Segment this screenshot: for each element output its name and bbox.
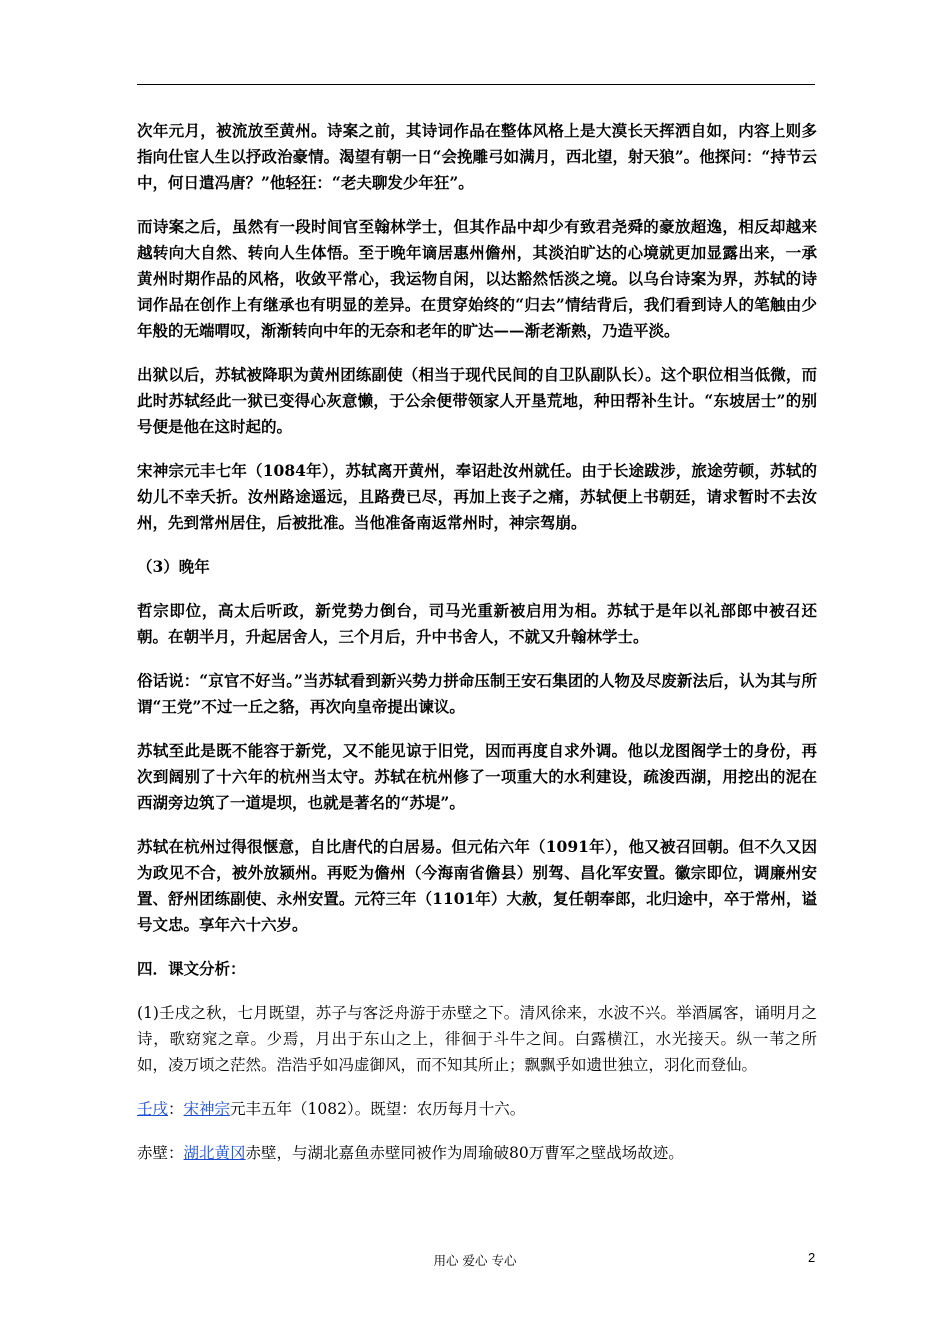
- note-paragraph: [137, 1140, 817, 1166]
- link-renxu[interactable]: 壬戌: [137, 1100, 169, 1118]
- note-paragraph: [137, 1096, 817, 1122]
- page-footer: 用心 爱心 专心: [433, 1253, 517, 1268]
- note-text: 赤壁，与湖北嘉鱼赤壁同被作为周瑜破80万曹军之壁战场故迹。: [245, 1144, 684, 1162]
- document-body: [137, 118, 817, 1166]
- link-hubei-huanggang[interactable]: 湖北黄冈: [183, 1144, 246, 1162]
- paragraph: (1)壬戌之秋，七月既望，苏子与客泛舟游于赤壁之下。清风徐来，水波不兴。举酒属客，诵明月之诗，歌窈窕之章。少焉，月出于东山之上，徘徊于斗牛之间。白露横江，水光接天。纵一苇之所如，凌万顷之茫然。浩浩乎如冯虚御风，而不知其所止；飘飘乎如遗世独立，羽化而登仙。: [137, 1004, 817, 1074]
- section-heading: 四．课文分析：: [137, 959, 246, 978]
- note-separator: ：: [168, 1100, 184, 1118]
- paragraph: 宋神宗元丰七年（1084年），苏轼离开黄州，奉诏赴汝州就任。由于长途跋涉，旅途劳顿，苏轼的幼儿不幸夭折。汝州路途遥远，且路费已尽，再加上丧子之痛，苏轼便上书朝廷，请求暂时不去汝州，先到常州居住，后被批准。当他准备南返常州时，神宗驾崩。: [137, 461, 817, 532]
- section-heading: （3）晚年: [137, 557, 210, 576]
- link-song-shenzong[interactable]: 宋神宗: [183, 1100, 231, 1118]
- note-text: 元丰五年（1082）。既望：农历每月十六。: [230, 1100, 526, 1118]
- paragraph: 俗话说：“京官不好当。”当苏轼看到新兴势力拼命压制王安石集团的人物及尽废新法后，认为其与所谓“王党”不过一丘之貉，再次向皇帝提出谏议。: [137, 671, 817, 716]
- header-rule: [137, 84, 815, 85]
- paragraph: 哲宗即位，高太后听政，新党势力倒台，司马光重新被启用为相。苏轼于是年以礼部郎中被召还朝。在朝半月，升起居舍人，三个月后，升中书舍人，不就又升翰林学士。: [137, 601, 817, 646]
- paragraph: 次年元月，被流放至黄州。诗案之前，其诗词作品在整体风格上是大漠长天挥洒自如，内容上则多指向仕宦人生以抒政治豪情。渴望有朝一日“会挽雕弓如满月，西北望，射天狼”。他探问：“持节云中，何日遣冯唐？”他轻狂：“老夫聊发少年狂”。: [137, 121, 817, 192]
- note-prefix: 赤壁：: [137, 1144, 184, 1162]
- paragraph: 出狱以后，苏轼被降职为黄州团练副使（相当于现代民间的自卫队副队长）。这个职位相当低微，而此时苏轼经此一狱已变得心灰意懒，于公余便带领家人开垦荒地，种田帮补生计。“东坡居士”的别号便是他在这时起的。: [137, 365, 817, 436]
- page-number: 2: [808, 1250, 816, 1265]
- paragraph: 而诗案之后，虽然有一段时间官至翰林学士，但其作品中却少有致君尧舜的豪放超逸，相反却越来越转向大自然、转向人生体悟。至于晚年谪居惠州儋州，其淡泊旷达的心境就更加显露出来，一承黄州时期作品的风格，收敛平常心，我运物自闲，以达豁然恬淡之境。以乌台诗案为界，苏轼的诗词作品在创作上有继承也有明显的差异。在贯穿始终的“归去”情结背后，我们看到诗人的笔触由少年般的无端喟叹，渐渐转向中年的无奈和老年的旷达——渐老渐熟，乃造平淡。: [137, 217, 817, 340]
- paragraph: 苏轼在杭州过得很惬意，自比唐代的白居易。但元佑六年（1091年），他又被召回朝。但不久又因为政见不合，被外放颍州。再贬为儋州（今海南省儋县）别驾、昌化军安置。徽宗即位，调廉州安置、舒州团练副使、永州安置。元符三年（1101年）大赦，复任朝奉郎，北归途中，卒于常州，谥号文忠。享年六十六岁。: [137, 837, 817, 934]
- paragraph: 苏轼至此是既不能容于新党，又不能见谅于旧党，因而再度自求外调。他以龙图阁学士的身份，再次到阔别了十六年的杭州当太守。苏轼在杭州修了一项重大的水利建设，疏浚西湖，用挖出的泥在西湖旁边筑了一道堤坝，也就是著名的“苏堤”。: [137, 741, 817, 812]
